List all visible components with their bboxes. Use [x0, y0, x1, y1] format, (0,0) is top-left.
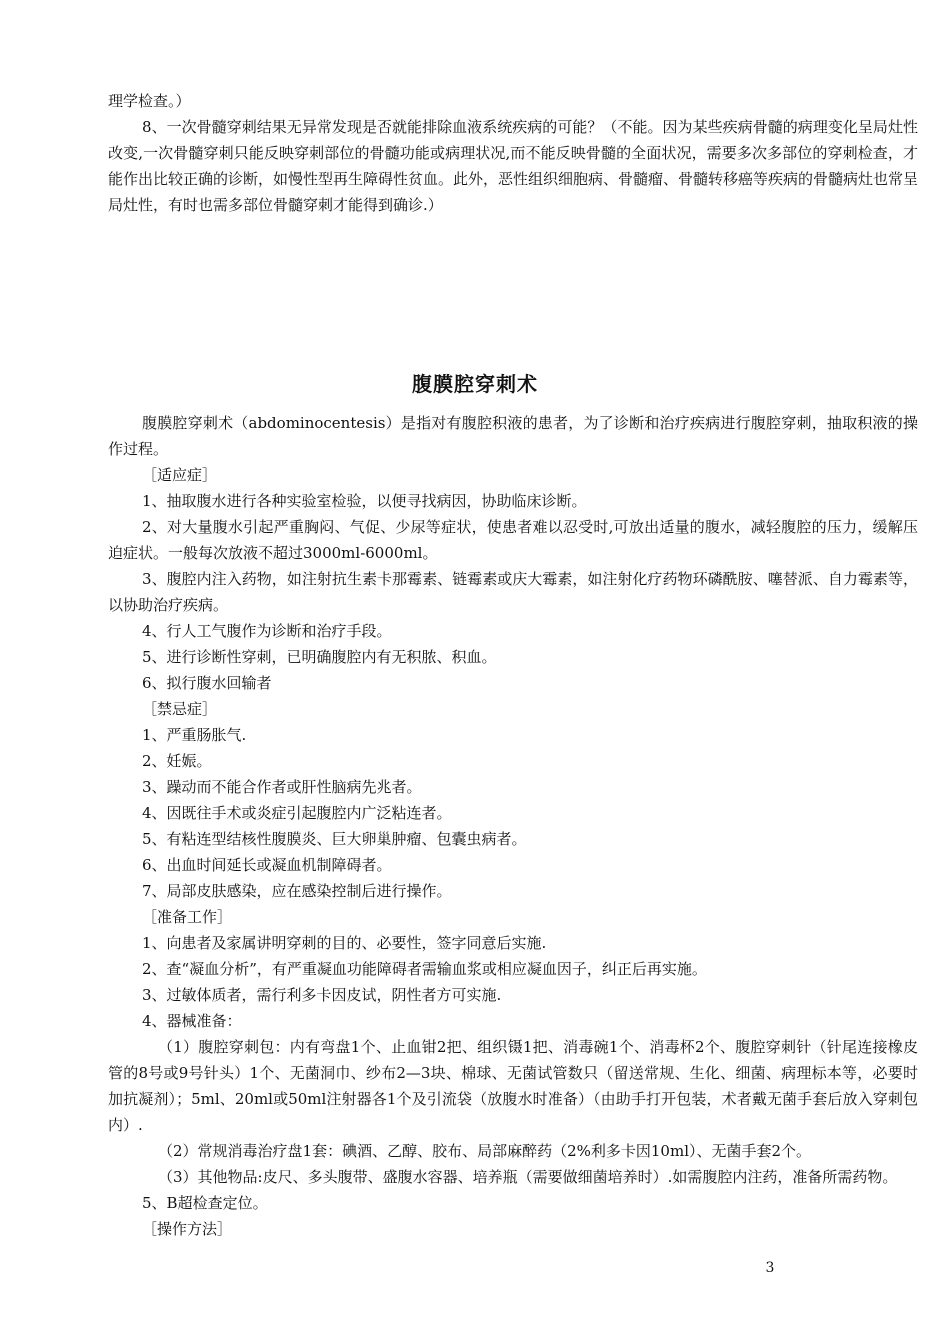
- section-body: [108, 410, 918, 1242]
- section-title: 腹膜腔穿刺术: [412, 372, 538, 396]
- equipment-item: （1）腹腔穿刺包：内有弯盘1个、止血钳2把、组织镊1把、消毒碗1个、消毒杯2个、腹腔穿刺针（针尾连接橡皮管的8号或9号针头）1个、无菌洞巾、纱布2—3块、棉球、无菌试管数只（留送常规、生化、细菌、病理标本等，必要时加抗凝剂）；5ml、20ml或50ml注射器各1个及引流袋（放腹水时准备）（由助手打开包装，术者戴无菌手套后放入穿刺包内）.: [108, 1038, 918, 1134]
- preparation-item: 5、B超检查定位。: [142, 1194, 268, 1212]
- indication-item: 5、进行诊断性穿刺，已明确腹腔内有无积脓、积血。: [142, 648, 497, 666]
- indication-item: 3、腹腔内注入药物，如注射抗生素卡那霉素、链霉素或庆大霉素，如注射化疗药物环磷酰胺、噻替派、自力霉素等，以协助治疗疾病。: [108, 570, 918, 614]
- contraindication-item: 2、妊娠。: [142, 752, 212, 770]
- indication-item: 2、对大量腹水引起严重胸闷、气促、少尿等症状，使患者难以忍受时,可放出适量的腹水，减轻腹腔的压力，缓解压迫症状。一般每次放液不超过3000ml-6000ml。: [108, 518, 918, 562]
- contraindication-item: 7、局部皮肤感染，应在感染控制后进行操作。: [142, 882, 452, 900]
- contraindication-item: 6、出血时间延长或凝血机制障碍者。: [142, 856, 392, 874]
- preparation-item: 2、查“凝血分析”，有严重凝血功能障碍者需输血浆或相应凝血因子，纠正后再实施。: [142, 960, 707, 978]
- contraindication-item: 4、因既往手术或炎症引起腹腔内广泛粘连者。: [142, 804, 452, 822]
- contraindication-item: 5、有粘连型结核性腹膜炎、巨大卵巢肿瘤、包囊虫病者。: [142, 830, 527, 848]
- indication-item: 1、抽取腹水进行各种实验室检验，以便寻找病因，协助临床诊断。: [142, 492, 587, 510]
- question-8: 8、一次骨髓穿刺结果无异常发现是否就能排除血液系统疾病的可能？（不能。因为某些疾病骨髓的病理变化呈局灶性改变,一次骨髓穿刺只能反映穿刺部位的骨髓功能或病理状况,而不能反映骨髓的全面状况，需要多次多部位的穿刺检查，才能作出比较正确的诊断，如慢性型再生障碍性贫血。此外，恶性组织细胞病、骨髓瘤、骨髓转移癌等疾病的骨髓病灶也常呈局灶性，有时也需多部位骨髓穿刺才能得到确诊.）: [108, 118, 919, 214]
- preparation-item: 3、过敏体质者，需行利多卡因皮试，阴性者方可实施.: [142, 986, 502, 1004]
- preparation-item: 1、向患者及家属讲明穿刺的目的、必要性，签字同意后实施.: [142, 934, 547, 952]
- contraindication-item: 3、躁动而不能合作者或肝性脑病先兆者。: [142, 778, 422, 796]
- page-number: 3: [765, 1260, 775, 1276]
- method-heading: ［操作方法］: [142, 1220, 233, 1238]
- equipment-item: （2）常规消毒治疗盘1套：碘酒、乙醇、胶布、局部麻醉药（2%利多卡因10ml）、无菌手套2个。: [158, 1142, 812, 1160]
- preparation-item: 4、器械准备：: [142, 1012, 242, 1030]
- intro-paragraph: 腹膜腔穿刺术（abdominocentesis）是指对有腹腔积液的患者，为了诊断和治疗疾病进行腹腔穿刺，抽取积液的操作过程。: [108, 414, 918, 458]
- contraindication-item: 1、严重肠胀气.: [142, 726, 247, 744]
- contraindications-heading: ［禁忌症］: [142, 700, 218, 718]
- indication-item: 4、行人工气腹作为诊断和治疗手段。: [142, 622, 392, 640]
- indications-heading: ［适应症］: [142, 466, 218, 484]
- indication-item: 6、拟行腹水回输者: [142, 674, 272, 692]
- paragraph-tail: 理学检查。）: [108, 92, 191, 110]
- previous-section-tail: [108, 88, 918, 218]
- equipment-item: （3）其他物品:皮尺、多头腹带、盛腹水容器、培养瓶（需要做细菌培养时）.如需腹腔内注药，准备所需药物。: [158, 1168, 898, 1186]
- preparation-heading: ［准备工作］: [142, 908, 233, 926]
